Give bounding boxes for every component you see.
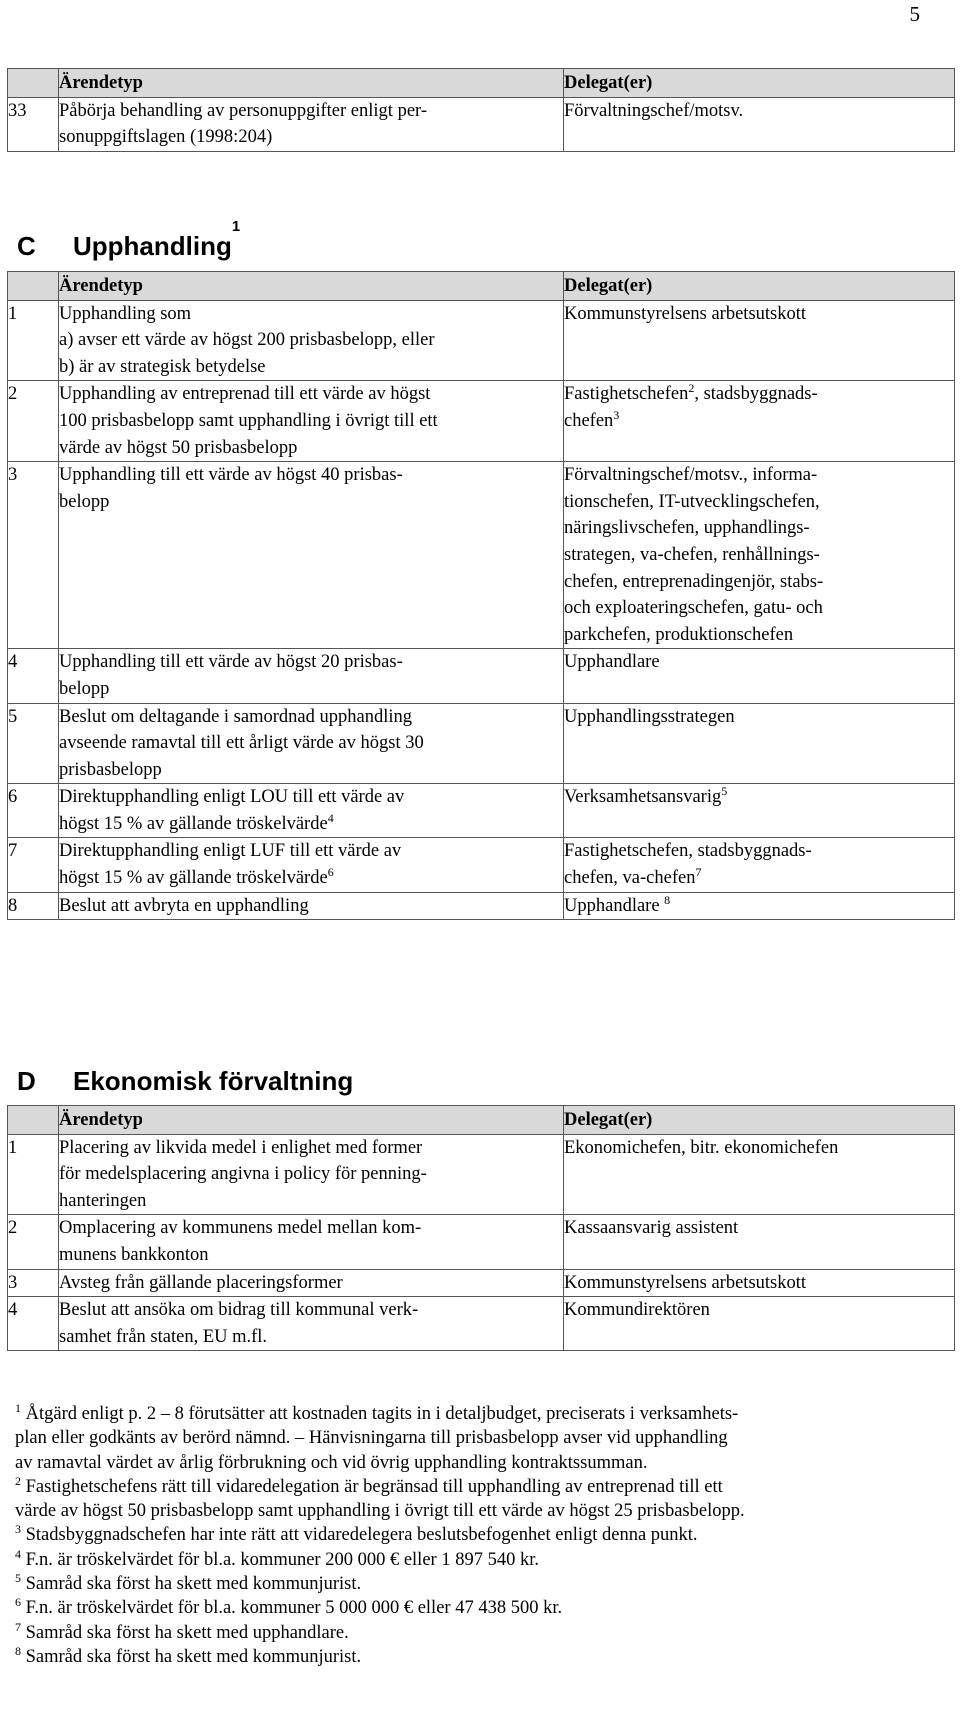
table-row [8,1215,955,1269]
row-type: Omplacering av kommunens medel mellan kom- munens bankkonton [59,1215,564,1269]
table-row [8,649,955,703]
row-delegate [564,381,955,462]
row-number: 1 [8,1134,59,1215]
table-row [8,381,955,462]
footnote-number: 1 [15,1400,21,1415]
footnote-number: 2 [15,1473,21,1488]
table-row [8,1269,955,1297]
footnote [15,1402,945,1475]
table-row [8,462,955,649]
footnote-ref: 8 [664,892,671,907]
header-type: Ärendetyp [59,69,564,98]
table-row [8,300,955,381]
row-type: Beslut att ansöka om bidrag till kommunal verk- samhet från staten, EU m.fl. [59,1297,564,1351]
row-delegate [564,784,955,838]
footnote [15,1645,945,1669]
header-num-cell [8,69,59,98]
table-row [8,892,955,920]
footnote-number: 7 [15,1619,21,1634]
section-letter: D [17,1066,36,1096]
header-num-cell [8,272,59,301]
delegate-text: Fastighetschefen, stadsbyggnads- chefen, va-chefen [564,841,812,889]
delegation-table-continued [7,68,955,152]
footnote-number: 3 [15,1522,21,1537]
footnote-ref: 6 [327,864,334,879]
header-delegate: Delegat(er) [564,69,955,98]
footnote-ref: 2 [688,381,695,396]
footnote [15,1475,945,1524]
row-number: 2 [8,1215,59,1269]
section-title: Upphandling [73,231,232,261]
row-delegate: Förvaltningschef/motsv., informa- tionschefen, IT-utvecklingschefen, näringslivschefen, upphandlings- strategen, va-chefen, renhållnings- chefen, entreprenadingenjör, stabs- och exploateringschefen, gatu- och parkchefen, produktionschefen [564,462,955,649]
row-delegate [564,838,955,892]
section-d-heading [17,1066,353,1097]
row-number: 2 [8,381,59,462]
row-delegate: Ekonomichefen, bitr. ekonomichefen [564,1134,955,1215]
section-letter: C [17,231,36,261]
footnote-ref: 7 [695,864,702,879]
row-type [59,784,564,838]
table-row [8,1134,955,1215]
footnote [15,1548,945,1572]
footnote-text: F.n. är tröskelvärdet för bl.a. kommuner 5 000 000 € eller 47 438 500 kr. [21,1598,563,1619]
row-type: Upphandling av entreprenad till ett värde av högst 100 prisbasbelopp samt upphandling i övrigt till ett värde av högst 50 prisbasbelopp [59,381,564,462]
footnote-number: 8 [15,1643,21,1658]
page-number: 5 [909,2,920,26]
ekonomisk-forvaltning-table [7,1105,955,1351]
table-row [8,97,955,151]
footnote-ref: 4 [327,810,334,825]
row-type: Beslut att avbryta en upphandling [59,892,564,920]
footnote-text: Åtgärd enligt p. 2 – 8 förutsätter att kostnaden tagits in i detaljbudget, preciserats i verksamhets- plan eller godkänts av berörd nämnd. – Hänvisningarna till prisbasbelopp avser vid upphandling av ramavtal värdet av årlig förbrukning och vid övrig upphandling kontraktssumman. [15,1404,739,1473]
footnote-text: Stadsbyggnadschefen har inte rätt att vidaredelegera beslutsbefogenhet enligt denna punkt. [21,1525,698,1546]
row-delegate: Kommundirektören [564,1297,955,1351]
header-delegate: Delegat(er) [564,1106,955,1135]
row-number: 3 [8,462,59,649]
row-delegate: Kommunstyrelsens arbetsutskott [564,300,955,381]
row-number: 6 [8,784,59,838]
row-delegate: Upphandlare [564,649,955,703]
section-title: Ekonomisk förvaltning [73,1066,354,1096]
row-number: 4 [8,1297,59,1351]
row-number: 33 [8,97,59,151]
row-type: Avsteg från gällande placeringsformer [59,1269,564,1297]
type-text: Direktupphandling enligt LUF till ett värde av högst 15 % av gällande tröskelvärde [59,841,402,889]
delegate-text: Upphandlare [564,895,665,916]
footnote-number: 5 [15,1570,21,1585]
row-type: Påbörja behandling av personuppgifter enligt per- sonuppgiftslagen (1998:204) [59,97,564,151]
row-number: 8 [8,892,59,920]
row-type: Upphandling till ett värde av högst 20 prisbas- belopp [59,649,564,703]
table-row [8,784,955,838]
upphandling-table [7,271,955,920]
row-delegate: Upphandlingsstrategen [564,703,955,784]
header-type: Ärendetyp [59,1106,564,1135]
footnote-text: Samråd ska först ha skett med kommunjurist. [21,1646,362,1667]
row-number: 7 [8,838,59,892]
row-number: 4 [8,649,59,703]
row-delegate: Förvaltningschef/motsv. [564,97,955,151]
table-header-row [8,1106,955,1135]
header-type: Ärendetyp [59,272,564,301]
table-header-row [8,272,955,301]
row-number: 3 [8,1269,59,1297]
row-type: Placering av likvida medel i enlighet med former för medelsplacering angivna i policy för penning- hanteringen [59,1134,564,1215]
row-delegate: Kommunstyrelsens arbetsutskott [564,1269,955,1297]
row-number: 5 [8,703,59,784]
header-num-cell [8,1106,59,1135]
row-delegate [564,892,955,920]
footnote [15,1572,945,1596]
row-number: 1 [8,300,59,381]
header-delegate: Delegat(er) [564,272,955,301]
footnote-number: 6 [15,1595,21,1610]
footnote [15,1523,945,1547]
footnote-text: Samråd ska först ha skett med kommunjurist. [21,1574,362,1595]
footnote-ref: 1 [231,218,241,235]
row-type: Upphandling som a) avser ett värde av högst 200 prisbasbelopp, eller b) är av strategisk betydelse [59,300,564,381]
table-row [8,703,955,784]
footnote-text: Samråd ska först ha skett med upphandlare. [21,1622,349,1643]
footnote-number: 4 [15,1546,21,1561]
row-type: Beslut om deltagande i samordnad upphandling avseende ramavtal till ett årligt värde av högst 30 prisbasbelopp [59,703,564,784]
footnotes [15,1402,945,1669]
row-delegate: Kassaansvarig assistent [564,1215,955,1269]
delegate-text: , stadsbyggnads- chefen [564,384,818,431]
footnote-ref: 3 [613,407,620,422]
type-text: Direktupphandling enligt LOU till ett värde av högst 15 % av gällande tröskelvärde [59,787,405,834]
table-header-row [8,69,955,98]
footnote-text: Fastighetschefens rätt till vidaredelegation är begränsad till upphandling av entreprenad till ett värde av högst 50 prisbasbelopp samt upphandling i övrigt till ett värde av högst 25 prisbasbelopp. [15,1476,745,1522]
footnote-ref: 5 [721,784,728,799]
delegate-text: Verksamhetsansvarig [564,787,722,808]
delegate-text: Fastighetschefen [564,384,689,405]
row-type [59,838,564,892]
section-c-heading [17,218,241,262]
footnote-text: F.n. är tröskelvärdet för bl.a. kommuner 200 000 € eller 1 897 540 kr. [21,1549,539,1570]
row-type: Upphandling till ett värde av högst 40 prisbas- belopp [59,462,564,649]
table-row [8,838,955,892]
footnote [15,1596,945,1620]
table-row [8,1297,955,1351]
footnote [15,1621,945,1645]
